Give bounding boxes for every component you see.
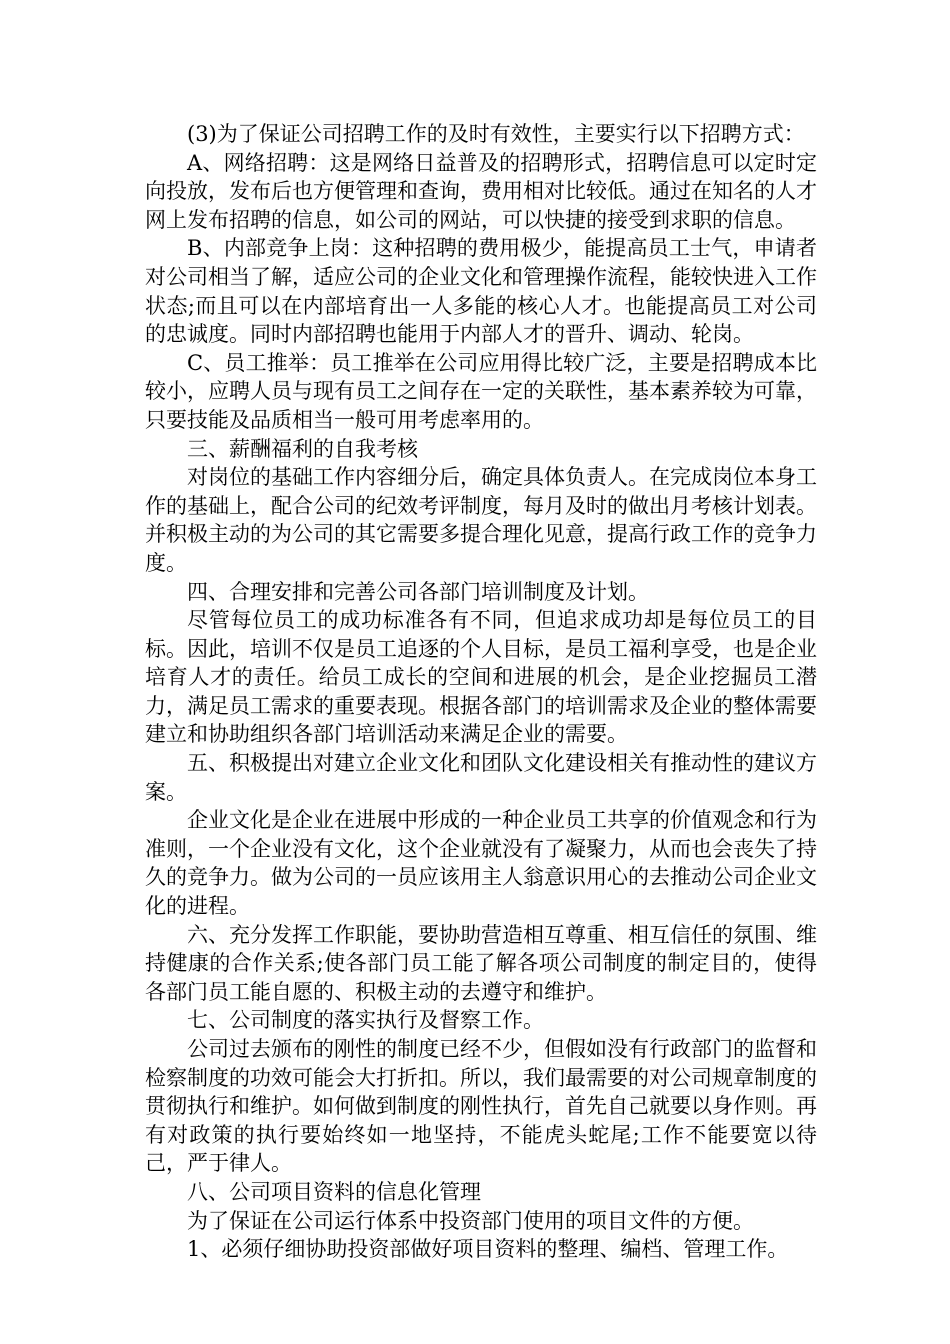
paragraph-training-detail: 尽管每位员工的成功标准各有不同，但追求成功却是每位员工的目标。因此，培训不仅是员工追逐的个人目标，是员工福利享受，也是企业培育人才的责任。给员工成长的空间和进展的机会，是企业挖掘员工潜力，满足员工需求的重要表现。根据各部门的培训需求及企业的整体需要建立和协助组织各部门培训活动来满足企业的需要。 — [145, 608, 817, 747]
paragraph-recruitment-methods-intro: (3)为了保证公司招聘工作的及时有效性，主要实行以下招聘方式： — [187, 122, 805, 146]
section-heading-compensation: 三、薪酬福利的自我考核 — [187, 436, 418, 461]
paragraph-online-recruitment: A、网络招聘：这是网络日益普及的招聘形式，招聘信息可以定时定向投放，发布后也方便管理和查询，费用相对比较低。通过在知名的人才网上发布招聘的信息，如公司的网站，可以快捷的接受到求职的信息。 — [145, 150, 817, 232]
section-heading-cooperation: 六、充分发挥工作职能，要协助营造相互尊重、相互信任的氛围、维持健康的合作关系;使各部门员工能了解各项公司制度的制定目的，使得各部门员工能自愿的、积极主动的去遵守和维护。 — [145, 922, 817, 1004]
paragraph-culture-detail: 企业文化是企业在进展中形成的一种企业员工共享的价值观念和行为准则，一个企业没有文化，这个企业就没有了凝聚力，从而也会丧失了持久的竞争力。做为公司的一员应该用主人翁意识用心的去推动公司企业文化的进程。 — [145, 808, 817, 919]
paragraph-employee-referral: C、员工推举：员工推举在公司应用得比较广泛，主要是招聘成本比较小，应聘人员与现有员工之间存在一定的关联性，基本素养较为可靠，只要技能及品质相当一般可用考虑率用的。 — [145, 350, 817, 432]
section-heading-project-data: 八、公司项目资料的信息化管理 — [187, 1179, 481, 1204]
section-heading-regulations: 七、公司制度的落实执行及督察工作。 — [187, 1008, 544, 1033]
section-heading-training: 四、合理安排和完善公司各部门培训制度及计划。 — [187, 579, 649, 604]
paragraph-project-data-purpose: 为了保证在公司运行体系中投资部门使用的项目文件的方便。 — [187, 1208, 754, 1233]
paragraph-internal-competition: B、内部竞争上岗：这种招聘的费用极少，能提高员工士气，申请者对公司相当了解，适应公司的企业文化和管理操作流程，能较快进入工作状态;而且可以在内部培育出一人多能的核心人才。也能提高员工对公司的忠诚度。同时内部招聘也能用于内部人才的晋升、调动、轮岗。 — [145, 236, 817, 347]
section-heading-culture: 五、积极提出对建立企业文化和团队文化建设相关有推动性的建议方案。 — [145, 751, 817, 804]
paragraph-project-data-item-1: 1、必须仔细协助投资部做好项目资料的整理、编档、管理工作。 — [187, 1237, 789, 1262]
document-body — [145, 120, 817, 1264]
paragraph-compensation-detail: 对岗位的基础工作内容细分后，确定具体负责人。在完成岗位本身工作的基础上，配合公司的纪效考评制度，每月及时的做出月考核计划表。并积极主动的为公司的其它需要多提合理化见意，提高行政工作的竞争力度。 — [145, 465, 817, 575]
paragraph-regulations-detail: 公司过去颁布的刚性的制度已经不少，但假如没有行政部门的监督和检察制度的功效可能会大打折扣。所以，我们最需要的对公司规章制度的贯彻执行和维护。如何做到制度的刚性执行，首先自己就要以身作则。再有对政策的执行要始终如一地坚持，不能虎头蛇尾;工作不能要宽以待己，严于律人。 — [145, 1037, 817, 1176]
